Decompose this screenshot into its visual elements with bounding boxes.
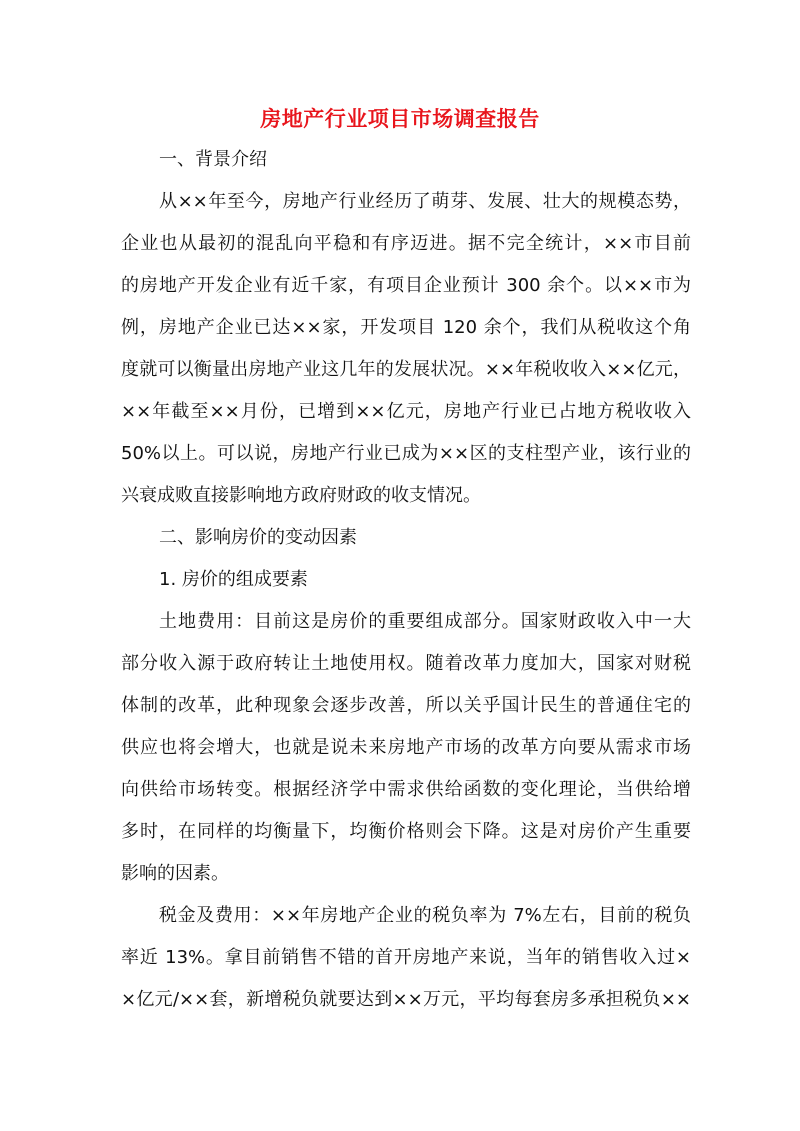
paragraph-line: 多时，在同样的均衡量下，均衡价格则会下降。这是对房价产生重要 — [121, 821, 691, 842]
paragraph-line: 部分收入源于政府转让土地使用权。随着改革力度加大，国家对财税 — [121, 653, 691, 674]
paragraph-line: 度就可以衡量出房地产业这几年的发展状况。××年税收收入××亿元， — [121, 359, 691, 380]
paragraph-line: 的房地产开发企业有近千家，有项目企业预计 300 余个。以××市为 — [121, 275, 691, 296]
section-heading-background: 一、背景介绍 — [159, 149, 267, 170]
paragraph-line: 土地费用：目前这是房价的重要组成部分。国家财政收入中一大 — [159, 611, 691, 632]
paragraph-line: 50%以上。可以说，房地产行业已成为××区的支柱型产业，该行业的 — [121, 443, 691, 464]
paragraph-line: 例，房地产企业已达××家，开发项目 120 余个，我们从税收这个角 — [121, 317, 691, 338]
paragraph-line: 兴衰成败直接影响地方政府财政的收支情况。 — [121, 485, 481, 506]
paragraph-line: ×亿元/××套，新增税负就要达到××万元，平均每套房多承担税负×× — [121, 989, 691, 1010]
paragraph-line: 向供给市场转变。根据经济学中需求供给函数的变化理论，当供给增 — [121, 779, 691, 800]
paragraph-line: 税金及费用：××年房地产企业的税负率为 7%左右，目前的税负 — [159, 905, 691, 926]
paragraph-line: ××年截至××月份，已增到××亿元，房地产行业已占地方税收收入 — [121, 401, 691, 422]
subsection-heading: 1. 房价的组成要素 — [159, 569, 308, 590]
paragraph-line: 影响的因素。 — [121, 863, 229, 884]
paragraph-line: 供应也将会增大，也就是说未来房地产市场的改革方向要从需求市场 — [121, 737, 691, 758]
paragraph-line: 体制的改革，此种现象会逐步改善，所以关乎国计民生的普通住宅的 — [121, 695, 691, 716]
paragraph-line: 从××年至今，房地产行业经历了萌芽、发展、壮大的规模态势， — [159, 191, 691, 212]
section-heading-price-factors: 二、影响房价的变动因素 — [159, 527, 357, 548]
paragraph-line: 率近 13%。拿目前销售不错的首开房地产来说，当年的销售收入过× — [121, 947, 691, 968]
paragraph-line: 企业也从最初的混乱向平稳和有序迈进。据不完全统计，××市目前 — [121, 233, 691, 254]
document-title: 房地产行业项目市场调查报告 — [260, 107, 540, 131]
